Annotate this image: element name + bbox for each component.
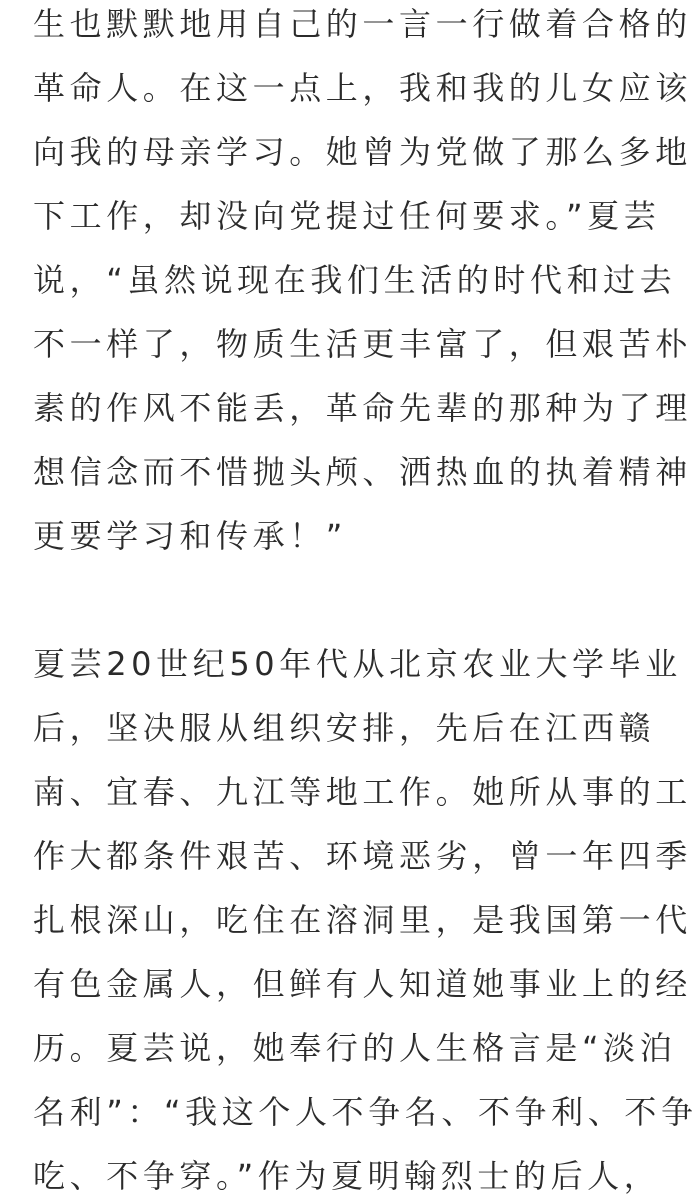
paragraph-2 (33, 640, 698, 1200)
text-line: 扎根深山，吃住在溶洞里，是我国第一代 (33, 901, 692, 939)
text-line: 夏芸20世纪50年代从北京农业大学毕业 (33, 645, 682, 683)
text-line: 说，“虽然说现在我们生活的时代和过去 (33, 261, 677, 299)
text-line: 吃、不争穿。”作为夏明翰烈士的后人， (33, 1157, 661, 1195)
text-line: 南、宜春、九江等地工作。她所从事的工 (33, 773, 692, 811)
text-line: 向我的母亲学习。她曾为党做了那么多地 (33, 133, 692, 171)
text-line: 名利”：“我这个人不争名、不争利、不争 (33, 1093, 698, 1131)
text-line: 生也默默地用自己的一言一行做着合格的 (33, 5, 692, 43)
text-line: 下工作，却没向党提过任何要求。”夏芸 (33, 197, 661, 235)
text-line: 革命人。在这一点上，我和我的儿女应该 (33, 69, 692, 107)
text-line: 历。夏芸说，她奉行的人生格言是“淡泊 (33, 1029, 677, 1067)
text-line: 有色金属人，但鲜有人知道她事业上的经 (33, 965, 692, 1003)
text-line: 素的作风不能丢，革命先辈的那种为了理 (33, 389, 692, 427)
text-line: 不一样了，物质生活更丰富了，但艰苦朴 (33, 325, 692, 363)
paragraph-1 (33, 0, 692, 576)
text-line: 作大都条件艰苦、环境恶劣，曾一年四季 (33, 837, 692, 875)
text-line: 更要学习和传承！” (33, 517, 347, 555)
text-line: 想信念而不惜抛头颅、洒热血的执着精神 (33, 453, 692, 491)
text-line: 后，坚决服从组织安排，先后在江西赣 (33, 709, 656, 747)
